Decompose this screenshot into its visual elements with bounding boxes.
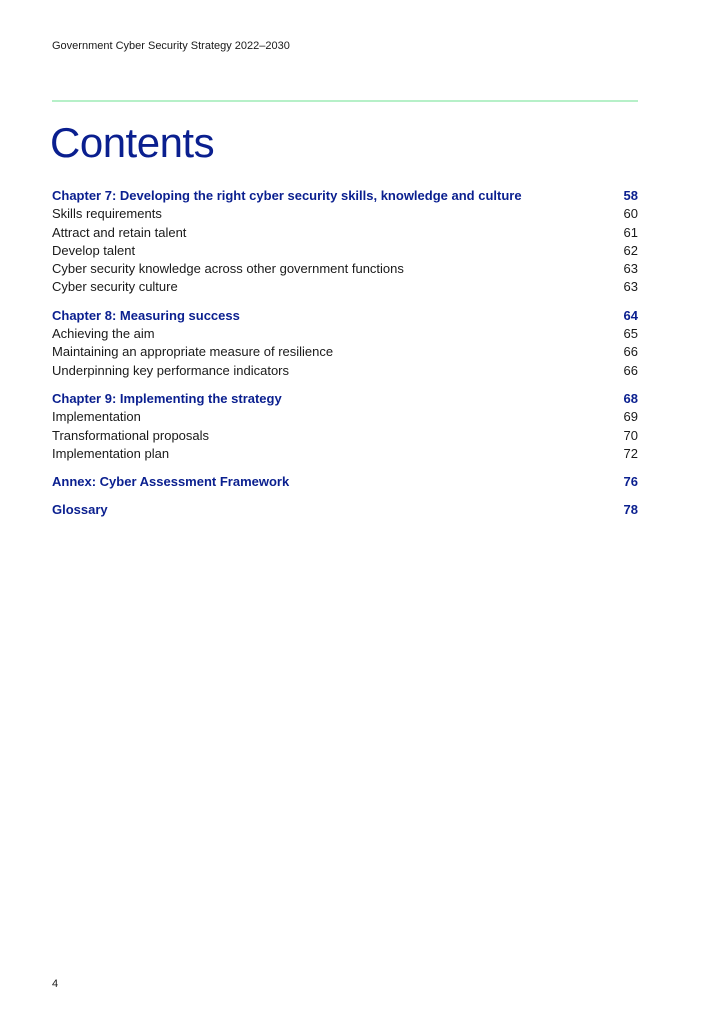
toc-entry-link[interactable] — [52, 427, 638, 445]
toc-entry-title: Attract and retain talent — [52, 224, 187, 240]
page-title: Contents — [50, 119, 215, 166]
toc-entry-title: Cyber security knowledge across other government functions — [52, 261, 404, 277]
toc-section-chapter-7 — [52, 187, 638, 297]
toc-chapter-page: 68 — [623, 390, 638, 406]
toc-chapter-title: Chapter 9: Implementing the strategy — [52, 390, 282, 406]
toc-entry-link[interactable] — [52, 224, 638, 242]
toc-entry-page: 61 — [623, 224, 638, 240]
page-number: 4 — [52, 978, 59, 990]
toc-chapter-title: Chapter 7: Developing the right cyber security skills, knowledge and culture — [52, 188, 522, 203]
toc-entry-title: Implementation plan — [52, 445, 170, 461]
toc-chapter-title: Chapter 8: Measuring success — [52, 307, 240, 323]
toc-chapter-page: 64 — [623, 307, 638, 323]
toc-entry-link[interactable] — [52, 362, 638, 380]
toc-entry-title: Skills requirements — [52, 206, 162, 222]
toc-chapter-link[interactable] — [52, 187, 638, 205]
toc-entry-page: 65 — [623, 326, 638, 342]
toc-entry-title: Develop talent — [52, 242, 136, 258]
toc-entry-page: 63 — [623, 261, 638, 277]
table-of-contents — [52, 187, 638, 530]
toc-entry-link[interactable] — [52, 408, 638, 426]
toc-entry-page: 62 — [623, 242, 638, 258]
toc-section-chapter-8 — [52, 307, 638, 380]
toc-section-annex — [52, 473, 638, 491]
toc-entry-title: Implementation — [52, 409, 141, 425]
toc-entry-title: Underpinning key performance indicators — [52, 362, 290, 378]
toc-chapter-link[interactable] — [52, 473, 638, 491]
toc-entry-page: 60 — [623, 206, 638, 222]
toc-entry-title: Transformational proposals — [52, 427, 210, 443]
toc-entry-page: 63 — [623, 279, 638, 295]
toc-entry-page: 69 — [623, 409, 638, 425]
toc-entry-page: 72 — [623, 445, 638, 461]
toc-entry-link[interactable] — [52, 205, 638, 223]
toc-chapter-link[interactable] — [52, 307, 638, 325]
toc-chapter-page: 58 — [623, 188, 638, 203]
running-header: Government Cyber Security Strategy 2022–2030 — [52, 40, 290, 52]
toc-entry-page: 70 — [623, 427, 638, 443]
toc-entry-title: Achieving the aim — [52, 326, 155, 342]
toc-chapter-title: Annex: Cyber Assessment Framework — [52, 474, 290, 490]
toc-entry-title: Maintaining an appropriate measure of resilience — [52, 344, 334, 360]
toc-entry-link[interactable] — [52, 325, 638, 343]
toc-chapter-title: Glossary — [52, 502, 108, 518]
toc-chapter-page: 76 — [623, 474, 638, 490]
toc-section-glossary — [52, 501, 638, 519]
toc-entry-page: 66 — [623, 344, 638, 360]
toc-chapter-link[interactable] — [52, 501, 638, 519]
toc-section-chapter-9 — [52, 390, 638, 463]
toc-entry-link[interactable] — [52, 242, 638, 260]
toc-entry-link[interactable] — [52, 278, 638, 296]
toc-entry-title: Cyber security culture — [52, 279, 178, 295]
toc-chapter-link[interactable] — [52, 390, 638, 408]
toc-chapter-page: 78 — [623, 502, 638, 518]
toc-entry-link[interactable] — [52, 343, 638, 361]
toc-entry-link[interactable] — [52, 260, 638, 278]
toc-entry-page: 66 — [623, 362, 638, 378]
header-divider — [52, 100, 638, 102]
toc-entry-link[interactable] — [52, 445, 638, 463]
